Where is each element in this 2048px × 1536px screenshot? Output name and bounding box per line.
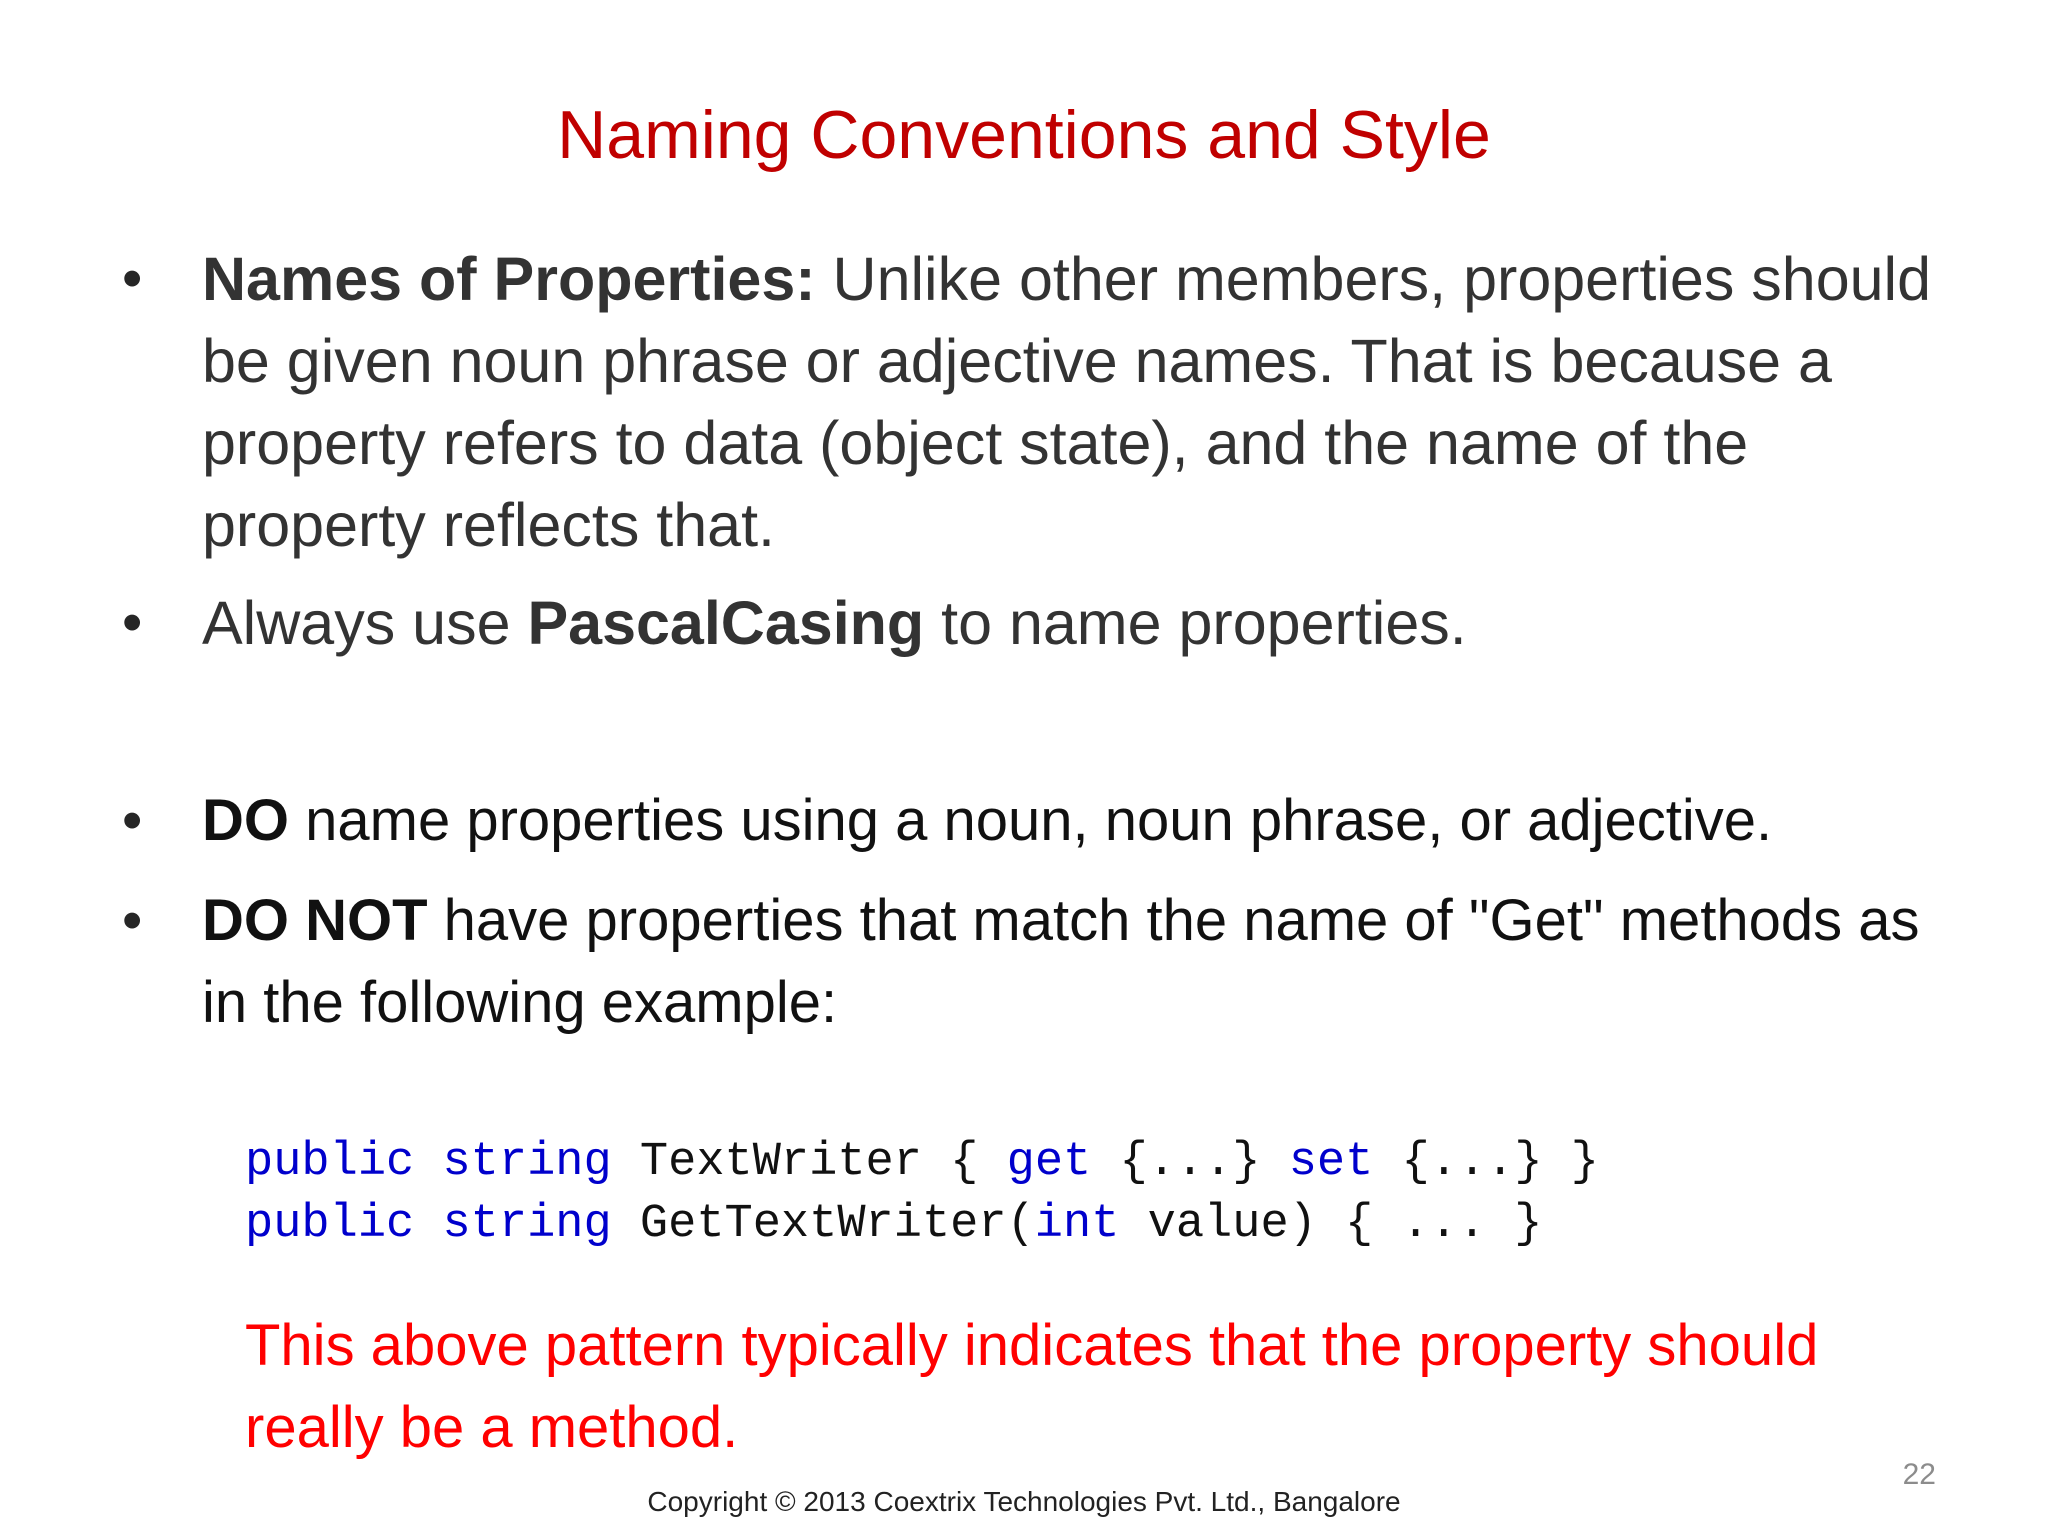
- code-keyword: public: [245, 1136, 415, 1189]
- code-rest: value) { ... }: [1147, 1198, 1543, 1251]
- bullet-marker: •: [122, 788, 143, 853]
- bullet-body: name properties using a noun, noun phrase, or adjective.: [289, 788, 1773, 853]
- code-example: [245, 1132, 1599, 1256]
- code-punct: {: [950, 1136, 979, 1189]
- bullet-body: Unlike other members, properties should be given noun phrase or adjective names. That is because a property refers to data (object state), and the name of the property reflects that.: [202, 245, 1932, 559]
- bullet-text: [202, 238, 1952, 566]
- bullet-pascal-casing: [122, 582, 1952, 664]
- code-keyword: get: [1006, 1136, 1092, 1189]
- bullet-text: [202, 582, 1952, 664]
- bullet-text: [202, 780, 1952, 862]
- code-keyword: set: [1288, 1136, 1374, 1189]
- bullet-bold-lead: Names of Properties:: [202, 245, 816, 313]
- bullet-names-of-properties: [122, 238, 1952, 566]
- page-number: 22: [1902, 1458, 1936, 1491]
- bullet-marker: •: [122, 888, 143, 953]
- copyright-footer: Copyright © 2013 Coextrix Technologies Pvt. Ltd., Bangalore: [647, 1486, 1401, 1517]
- code-keyword: int: [1034, 1198, 1120, 1251]
- code-identifier: TextWriter: [639, 1136, 922, 1189]
- bullet-pre: Always use: [202, 589, 528, 657]
- bullet-bold-lead: DO NOT: [202, 888, 428, 953]
- bullet-bold-term: PascalCasing: [527, 589, 925, 657]
- code-punct: }: [1570, 1136, 1600, 1189]
- bullet-body: have properties that match the name of "Get" methods as in the following example:: [202, 888, 1920, 1035]
- bullet-post: to name properties.: [924, 589, 1467, 657]
- code-identifier: GetTextWriter(: [639, 1198, 1035, 1251]
- code-punct: {...}: [1401, 1136, 1543, 1189]
- warning-note: This above pattern typically indicates that the property should really be a method.: [245, 1313, 1819, 1460]
- bullet-marker: •: [122, 590, 143, 655]
- bullet-bold-lead: DO: [202, 788, 289, 853]
- code-punct: {...}: [1119, 1136, 1261, 1189]
- bullet-do-not: [122, 880, 1952, 1044]
- code-keyword: string: [442, 1198, 612, 1251]
- bullet-marker: •: [122, 246, 143, 311]
- code-keyword: string: [442, 1136, 612, 1189]
- bullet-text: [202, 880, 1952, 1044]
- slide-title: Naming Conventions and Style: [557, 97, 1491, 173]
- code-keyword: public: [245, 1198, 415, 1251]
- bullet-do: [122, 780, 1952, 862]
